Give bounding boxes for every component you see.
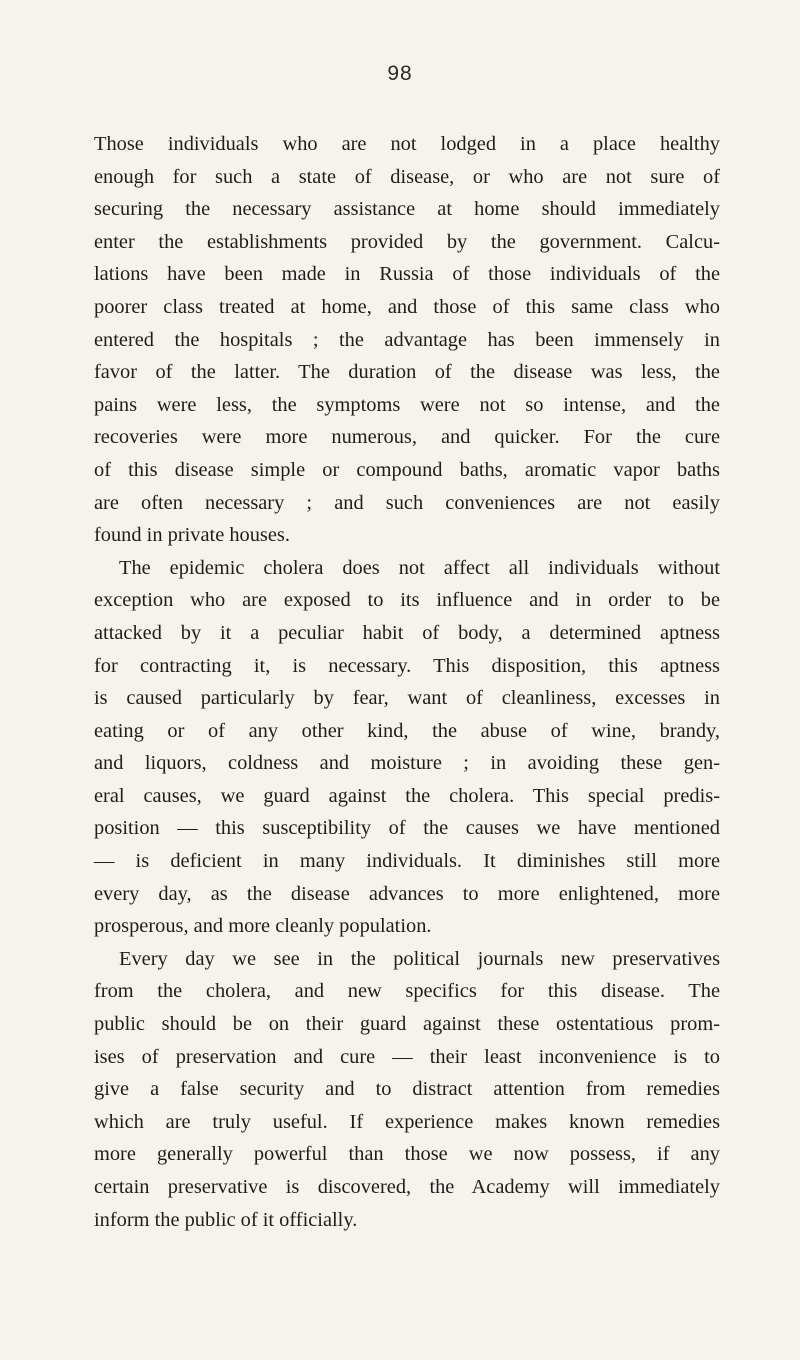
paragraph-2-line: position — this susceptibility of the causes we have mentioned (94, 817, 720, 840)
paragraph-2-line: — is deficient in many individuals. It diminishes still more (94, 850, 720, 873)
paragraph-2-line: every day, as the disease advances to more enlightened, more (94, 882, 720, 905)
body-text (94, 128, 720, 1236)
paragraph-1-line: securing the necessary assistance at home should immediately (94, 198, 720, 221)
paragraph-2-line: for contracting it, is necessary. This disposition, this aptness (94, 654, 720, 677)
paragraph-1-line: favor of the latter. The duration of the disease was less, the (94, 361, 720, 384)
paragraph-1-line: Those individuals who are not lodged in a place healthy (94, 133, 720, 155)
paragraph-2-line: eral causes, we guard against the cholera. This special predis- (94, 784, 720, 807)
paragraph-1-line: poorer class treated at home, and those of this same class who (94, 295, 720, 318)
paragraph-3-line: inform the public of it officially. (94, 1208, 358, 1231)
paragraph-1-line: of this disease simple or compound baths, aromatic vapor baths (94, 458, 720, 481)
paragraph-3-line: ises of preservation and cure — their least inconvenience is to (94, 1045, 720, 1068)
paragraph-2-line: is caused particularly by fear, want of cleanliness, excesses in (94, 687, 720, 710)
paragraph-1-line: are often necessary ; and such conveniences are not easily (94, 491, 720, 514)
paragraph-3-line: Every day we see in the political journals new preservatives (119, 947, 720, 970)
paragraph-2-line: and liquors, coldness and moisture ; in avoiding these gen- (94, 752, 720, 775)
paragraph-1-line: lations have been made in Russia of those individuals of the (94, 263, 720, 286)
paragraph-3-line: public should be on their guard against these ostentatious prom- (94, 1013, 720, 1036)
paragraph-1-line: enter the establishments provided by the government. Calcu- (94, 230, 720, 253)
paragraph-1-line: recoveries were more numerous, and quicker. For the cure (94, 426, 720, 449)
paragraph-1-line: entered the hospitals ; the advantage has been immensely in (94, 328, 720, 351)
paragraph-2-line: prosperous, and more cleanly population. (94, 915, 432, 938)
paragraph-1-line: found in private houses. (94, 524, 290, 547)
paragraph-2-line: The epidemic cholera does not affect all individuals without (119, 556, 720, 579)
paragraph-3-line: certain preservative is discovered, the Academy will immediately (94, 1176, 720, 1198)
paragraph-3-line: from the cholera, and new specifics for this disease. The (94, 980, 720, 1003)
paragraph-2-line: eating or of any other kind, the abuse of wine, brandy, (94, 719, 720, 742)
paragraph-2-line: exception who are exposed to its influence and in order to be (94, 589, 720, 612)
paragraph-3-line: which are truly useful. If experience makes known remedies (94, 1110, 720, 1133)
paragraph-1-line: enough for such a state of disease, or who are not sure of (94, 165, 720, 188)
paragraph-2-line: attacked by it a peculiar habit of body, a determined aptness (94, 621, 720, 644)
paragraph-3-line: give a false security and to distract attention from remedies (94, 1078, 720, 1101)
paragraph-1-line: pains were less, the symptoms were not so intense, and the (94, 393, 720, 416)
paragraph-3-line: more generally powerful than those we now possess, if any (94, 1143, 720, 1166)
page-number: 98 (387, 62, 413, 85)
